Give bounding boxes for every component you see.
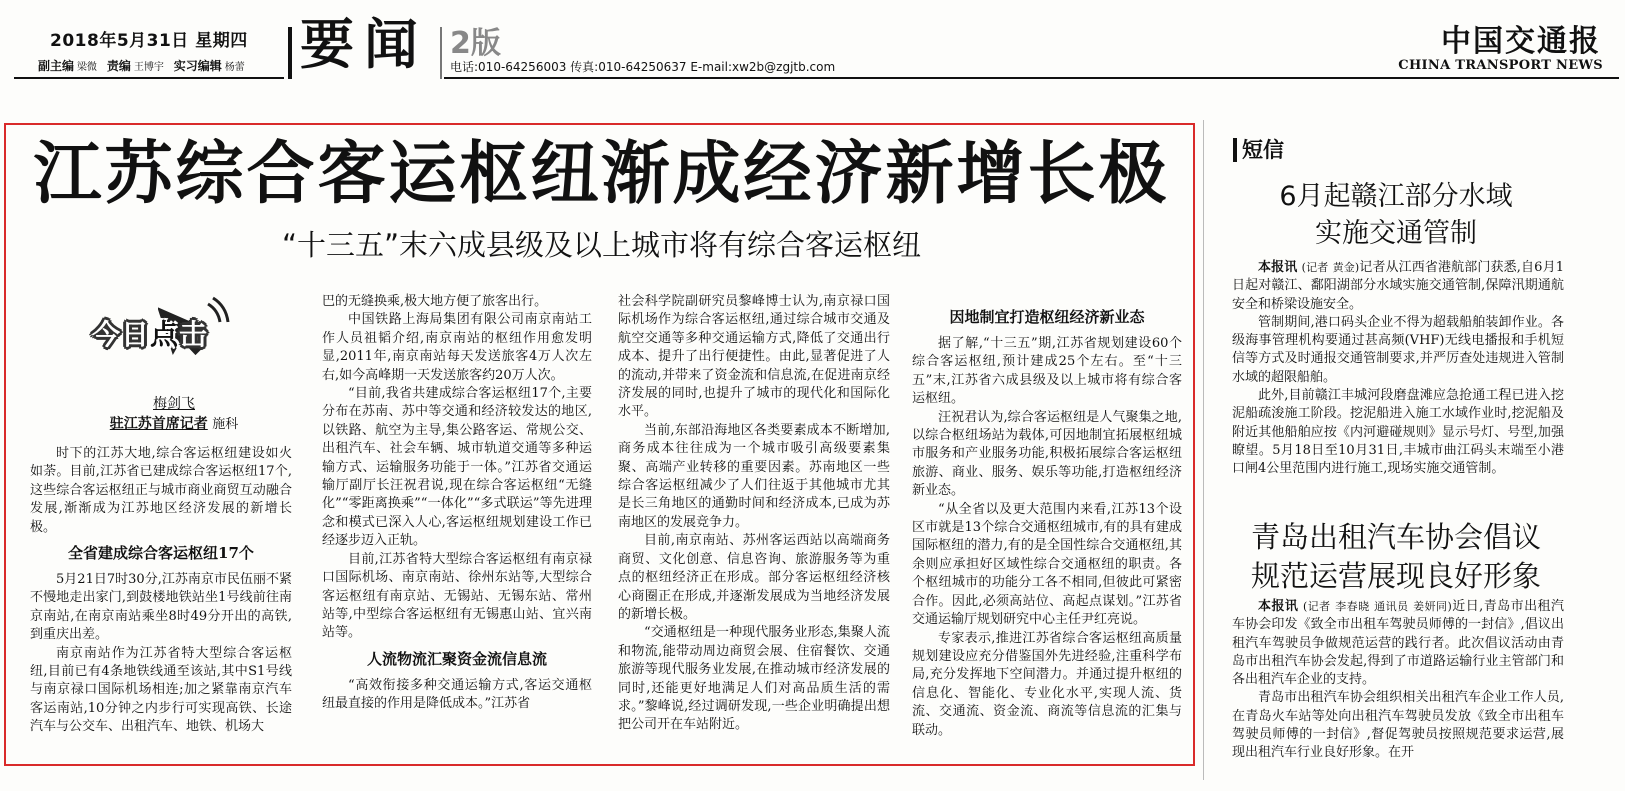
editor-name: 王博宇 bbox=[133, 62, 164, 73]
brief-headline-line: 实施交通管制 bbox=[1315, 218, 1477, 249]
paragraph: “从全省以及更大范围内来看,江苏13个设区市就是13个综合交通枢纽城市,有的具有建成国际枢纽的潜力,有的是全国性综合交通枢纽,其余则应承担好区域性综合交通枢纽的职责。各个枢纽城市的功能分工各不相同,但彼此可紧密合作。因此,必须高站位、高起点谋划。”江苏省交通运输厅规划研究中心主任尹红亮说。 bbox=[912, 501, 1182, 628]
editor-credits bbox=[38, 57, 251, 74]
article-column-2 bbox=[322, 293, 592, 714]
paragraph: 南京南站作为江苏省特大型综合客运枢纽,目前已有4条地铁线通至该站,其中S1号线与南京禄口国际机场相连;加之紧靠南京汽车客运南站,10分钟之内步行可实现高铁、长途汽车与公交车、出租汽车、地铁、机场大 bbox=[30, 645, 292, 735]
editor-role: 责编 bbox=[106, 59, 131, 73]
byline bbox=[56, 394, 292, 435]
brief-headline-line: 规范运营展现良好形象 bbox=[1250, 559, 1541, 593]
editor-role: 副主编 bbox=[38, 59, 75, 73]
paragraph: 此外,目前赣江丰城河段磨盘滩应急抢通工程已进入挖泥船疏浚施工阶段。挖泥船进入施工水域作业时,挖泥船及附近其他船舶应按《内河避碰规则》显示号灯、号型,加强瞭望。5月18日至10月31日,丰城市曲江码头末端至小港口闸4公里范围内进行施工,现场实施交通管制。 bbox=[1232, 388, 1564, 477]
newspaper-logo-english: CHINA TRANSPORT NEWS bbox=[1398, 58, 1603, 73]
paragraph: 当前,东部沿海地区各类要素成本不断增加,商务成本往往成为一个城市吸引高级要素集聚、高端产业转移的重要因素。苏南地区一些综合客运枢纽减少了人们往返于其他城市尤其是长三角地区的通勤时间和经济成本,已成为苏南地区的发展竞争力。 bbox=[618, 422, 890, 530]
today-click-badge bbox=[30, 290, 292, 386]
brief-body bbox=[1232, 259, 1564, 479]
briefs-tag: 短信 bbox=[1233, 138, 1284, 162]
reporter-label: 驻江苏首席记者 bbox=[109, 416, 208, 432]
section-heading: 因地制宜打造枢纽经济新业态 bbox=[949, 308, 1145, 326]
newspaper-logo: 中国交通报 bbox=[1441, 24, 1601, 59]
section-divider bbox=[288, 27, 292, 79]
paragraph: 中国铁路上海局集团有限公司南京南站工作人员祖韬介绍,南京南站的枢纽作用愈发明显,2011年,南京南站每天发送旅客4万人次左右,如今高峰期一天发送旅客约20万人次。 bbox=[322, 312, 592, 383]
paragraph: 目前,南京南站、苏州客运西站以高端商务商贸、文化创意、信息咨询、旅游服务等为重点的枢纽经济正在形成。部分客运枢纽经济核心商圈正在形成,并逐渐发展成为当地经济发展的新增长极。 bbox=[618, 533, 890, 622]
contact-info: 电话:010-64256003 传真:010-64250637 E-mail:xw2b@zgjtb.com bbox=[450, 60, 836, 74]
article-subheadline: “十三五”末六成县级及以上城市将有综合客运枢纽 bbox=[281, 228, 922, 262]
article-column-3 bbox=[618, 293, 890, 735]
brief-headline bbox=[1226, 518, 1566, 596]
author-name: 梅剑飞 bbox=[153, 396, 195, 412]
paragraph: 5月21日7时30分,江苏南京市民伍丽不紧不慢地走出家门,到鼓楼地铁站坐1号线前往南京南站,在南京南站乘坐8时49分开出的高铁,到重庆出差。 bbox=[30, 572, 292, 643]
edition-divider bbox=[440, 27, 442, 79]
paragraph: 据了解,“十三五”期,江苏省规划建设60个综合客运枢纽,预计建成25个左右。至“十三五”末,江苏省六成县级及以上城市将有综合客运枢纽。 bbox=[912, 336, 1182, 407]
badge-label: 今日点击 bbox=[92, 318, 209, 351]
section-title: 要闻 bbox=[300, 12, 428, 76]
editor-name: 梁微 bbox=[77, 62, 98, 73]
section-heading: 人流物流汇聚资金流信息流 bbox=[366, 649, 547, 668]
paragraph: 青岛市出租汽车协会组织相关出租汽车企业工作人员,在青岛火车站等处向出租汽车驾驶员发放《致全市出租车驾驶员师傅的一封信》,督促驾驶员按照规范要求运营,展现出租汽车行业良好形象。在开 bbox=[1232, 690, 1564, 761]
paragraph: 社会科学院副研究员黎峰博士认为,南京禄口国际机场作为综合客运枢纽,通过综合城市交通及航空交通等多种交通运输方式,降低了交通出行成本、提升了出行便捷性。由此,显著促进了人的流动,并带来了资金流和信息流,在促进南京经济发展的同时,也提升了城市的现代化和国际化水平。 bbox=[618, 294, 890, 420]
editor-name: 杨蕾 bbox=[224, 62, 245, 73]
paragraph: 汪祝君认为,综合客运枢纽是人气聚集之地,以综合枢纽场站为载体,可因地制宜拓展枢纽城市服务和产业服务功能,积极拓展综合客运枢纽旅游、商业、服务、娱乐等功能,打造枢纽经济新业态。 bbox=[912, 409, 1182, 499]
sidebar-divider bbox=[1203, 120, 1204, 780]
paragraph: “高效衔接多种交通运输方式,客运交通枢纽最直接的作用是降低成本。”江苏省 bbox=[322, 677, 592, 712]
article-column-4 bbox=[912, 301, 1182, 740]
issue-date: 2018年5月31日 星期四 bbox=[50, 31, 248, 51]
edition-number: 2版 bbox=[450, 26, 501, 61]
reporter-name: 施科 bbox=[212, 417, 239, 432]
article-headline: 江苏综合客运枢纽渐成经济新增长极 bbox=[33, 135, 1170, 214]
editor-role: 实习编辑 bbox=[173, 59, 222, 73]
paragraph: “目前,我省共建成综合客运枢纽17个,主要分布在苏南、苏中等交通和经济较发达的地区,以铁路、航空为主导,集公路客运、常规公交、出租汽车、社会车辆、城市轨道交通等多种运输方式、运输服务功能于一体。”江苏省交通运输厅副厅长汪祝君说,现在综合客运枢纽“无缝化”“零距离换乘”“一体化”“多式联运”等先进理念和模式已深入人心,客运枢纽规划建设工作已经逐步迈入正轨。 bbox=[322, 386, 592, 549]
brief-lead: 本报讯 (记者 黄金)记者从江西省港航部门获悉,自6月1日起对赣江、鄱阳湖部分水域实施交通管制,保障汛期通航安全和桥梁设施安全。 bbox=[1232, 260, 1564, 312]
masthead-rule bbox=[444, 77, 1619, 79]
brief-lead: 本报讯 (记者 李春晓 通讯员 姜妍同)近日,青岛市出租汽车协会印发《致全市出租车驾驶员师傅的一封信》,倡议出租汽车驾驶员争做规范运营的践行者。此次倡议活动由青岛市出租汽车协会发起,得到了市道路运输行业主管部门和各出租汽车企业的支持。 bbox=[1232, 599, 1564, 688]
brief-headline-line: 6月起赣江部分水域 bbox=[1279, 181, 1513, 212]
paragraph: 目前,江苏省特大型综合客运枢纽有南京禄口国际机场、南京南站、徐州东站等,大型综合客运枢纽有南京站、无锡站、无锡东站、常州站等,中型综合客运枢纽有无锡惠山站、宜兴南站等。 bbox=[322, 551, 592, 641]
paragraph: 管制期间,港口码头企业不得为超载船舶装卸作业。各级海事管理机构要通过甚高频(VHF)无线电播报和手机短信等方式及时通报交通管制要求,并严厉查处违规进入管制水域的超限船舶。 bbox=[1232, 314, 1564, 385]
paragraph: 巴的无缝换乘,极大地方便了旅客出行。 bbox=[322, 294, 548, 309]
paragraph: 时下的江苏大地,综合客运枢纽建设如火如荼。目前,江苏省已建成综合客运枢纽17个,这些综合客运枢纽正与城市商业商贸互动融合发展,渐渐成为江苏地区经济发展的新增长极。 bbox=[30, 446, 292, 535]
brief-body bbox=[1232, 598, 1564, 763]
lead-article bbox=[4, 123, 1195, 766]
article-column-1 bbox=[30, 290, 292, 737]
brief-headline bbox=[1226, 178, 1566, 252]
paragraph: 专家表示,推进江苏省综合客运枢纽高质量规划建设应充分借鉴国外先进经验,注重科学布局,充分发挥地下空间潜力。并通过提升枢纽的信息化、智能化、专业化水平,实现人流、货流、交通流、资金流、商流等信息流的汇集与联动。 bbox=[912, 630, 1182, 738]
brief-headline-line: 青岛出租汽车协会倡议 bbox=[1250, 520, 1541, 554]
paragraph: “交通枢纽是一种现代服务业形态,集聚人流和物流,能带动周边商贸会展、住宿餐饮、交通旅游等现代服务业发展,在推动城市经济发展的同时,还能更好地满足人们对高品质生活的需求。”黎峰说,经过调研发现,一些企业明确提出想把公司开在车站附近。 bbox=[618, 625, 890, 733]
masthead-rule bbox=[14, 77, 284, 79]
section-heading: 全省建成综合客运枢纽17个 bbox=[68, 544, 254, 563]
